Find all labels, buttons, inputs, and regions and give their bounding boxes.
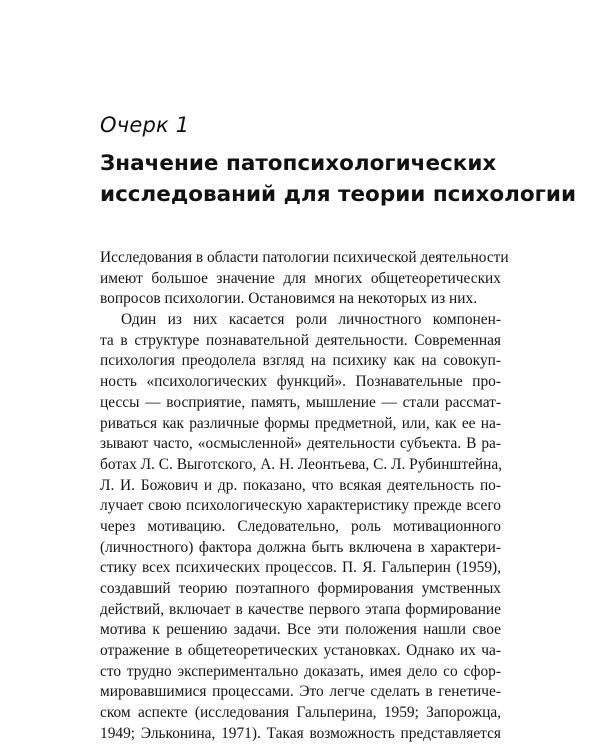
text-line: ском аспекте (исследования Гальперина, 1959; Запорожца, <box>100 704 501 722</box>
text-line: мотива к решению задачи. Все эти положения нашли свое <box>100 621 501 639</box>
text-line: ность «психологических функций». Познавательные про- <box>100 373 501 391</box>
text-line: зывают часто, «осмысленной» деятельности субъекта. В ра- <box>100 435 501 453</box>
text-line: действий, включает в качестве первого этапа формирование <box>100 600 501 618</box>
text-line: отражение в общетеоретических установках. Однако их ча- <box>100 642 501 660</box>
text-line: (личностного) фактора должна быть включена в характери- <box>100 538 501 556</box>
text-line: риваться как различные формы предметной, или, как ее на- <box>100 414 501 432</box>
text-line: мировавшимися процессами. Это легче сделать в генетиче- <box>100 683 501 701</box>
text-line: сто трудно экспериментально доказать, имея дело со сфор- <box>100 662 501 680</box>
text-line: создавший теорию поэтапного формирования умственных <box>100 580 501 597</box>
text-line: Л. И. Божович и др. показано, что всякая деятельность по- <box>100 476 501 494</box>
text-line: Исследования в области патологии психической деятельности <box>100 249 509 266</box>
text-line: цессы — восприятие, память, мышление — стали рассмат- <box>100 393 501 411</box>
text-line: через мотивацию. Следовательно, роль мотивационного <box>100 517 501 535</box>
chapter-label: Очерк 1 <box>100 113 190 137</box>
text-line: 1949; Эльконина, 1971). Такая возможность представляется <box>100 724 501 742</box>
text-line: стику всех психических процессов. П. Я. Гальперин (1959), <box>100 559 501 577</box>
chapter-title <box>100 148 577 210</box>
body-text <box>100 248 509 745</box>
text-line: имеют большое значение для многих общетеоретических <box>100 269 501 287</box>
text-line: Один из них касается роли личностного компонен- <box>121 311 501 329</box>
text-line: вопросов психологии. Остановимся на некоторых из них. <box>100 290 478 308</box>
chapter-title-line: исследований для теории психологии <box>100 182 577 207</box>
text-line: лучает свою психологическую характеристику прежде всего <box>100 497 501 515</box>
text-line: ботах Л. С. Выготского, А. Н. Леонтьева, С. Л. Рубинштейна, <box>100 455 503 473</box>
text-line: психология преодолела взгляд на психику как на совокуп- <box>100 352 501 370</box>
text-line: та в структуре познавательной деятельности. Современная <box>100 331 501 349</box>
chapter-title-line: Значение патопсихологических <box>100 151 497 176</box>
